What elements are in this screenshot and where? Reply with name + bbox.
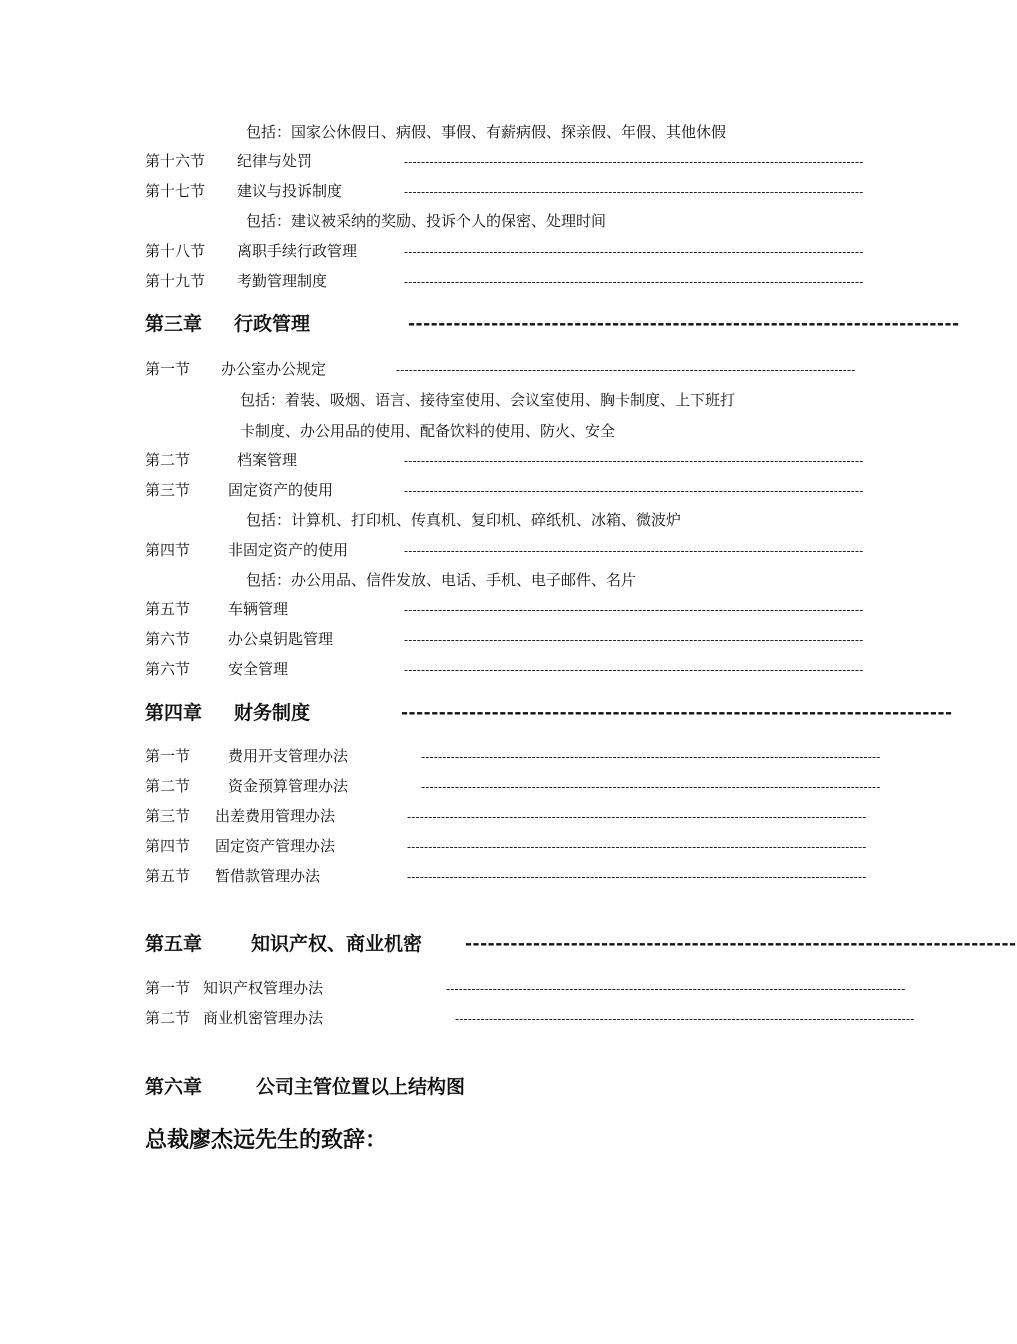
toc-leader: ------------------------------------------------------------------------------------------------------------ [446,982,906,996]
toc-entry[interactable] [0,836,950,860]
section-number: 第一节 [145,979,191,997]
section-title: 知识产权管理办法 [203,979,324,997]
section-number: 第三节 [145,807,191,825]
leave-types-note: 包括：国家公休假日、病假、事假、有薪病假、探亲假、年假、其他休假 [246,123,727,141]
toc-leader: ------------------------------------------------------------------------------------------------------------ [404,484,864,498]
section-number: 第二节 [145,1009,191,1027]
section-number: 第四节 [145,541,191,559]
office-rules-note: 包括：着装、吸烟、语言、接待室使用、会议室使用、胸卡制度、上下班打 [240,391,736,409]
toc-leader: ------------------------------------------------------------------------------------------------------------ [404,633,864,647]
section-number: 第四节 [145,837,191,855]
section-number: 第一节 [145,360,191,378]
toc-leader: ------------------------------------------------------------------------------------------------------------ [421,780,881,794]
section-title: 纪律与处罚 [237,152,313,170]
toc-leader: ------------------------------------------------------------------------------------------------------------ [421,750,881,764]
ceo-address-heading: 总裁廖杰远先生的致辞： [145,1128,388,1153]
chapter-number: 第三章 [145,313,203,335]
toc-entry[interactable] [0,629,950,653]
section-title: 资金预算管理办法 [228,777,349,795]
section-title: 非固定资产的使用 [228,541,349,559]
chapter-title: 财务制度 [234,702,311,724]
toc-leader: ------------------------------------------------------------------------------------------------------------ [404,185,864,199]
section-number: 第三节 [145,481,191,499]
toc-entry[interactable] [0,241,950,265]
section-title: 档案管理 [237,451,298,469]
toc-entry[interactable] [0,776,950,800]
section-title: 费用开支管理办法 [228,747,349,765]
non-fixed-assets-note: 包括：办公用品、信件发放、电话、手机、电子邮件、名片 [246,571,637,589]
section-title: 出差费用管理办法 [215,807,336,825]
toc-leader: ------------------------------------------------------------------------------------------------------------ [404,245,864,259]
chapter-heading[interactable] [0,1074,950,1104]
section-number: 第六节 [145,660,191,678]
section-number: 第六节 [145,630,191,648]
chapter-heading[interactable] [0,700,953,730]
section-title: 建议与投诉制度 [237,182,343,200]
toc-leader: ------------------------------------------------------------------------------------------------------------ [396,363,856,377]
chapter-number: 第六章 [145,1076,203,1098]
section-number: 第五节 [145,600,191,618]
toc-entry[interactable] [0,659,950,683]
toc-entry[interactable] [0,599,950,623]
toc-entry[interactable] [0,978,950,1002]
toc-leader: ------------------------------------------------------------------------------------------------------------ [404,544,864,558]
section-title: 固定资产的使用 [228,481,334,499]
toc-leader: ------------------------------------------------------------------------------------------------------------ [404,155,864,169]
section-title: 安全管理 [228,660,289,678]
section-number: 第十八节 [145,242,206,260]
toc-entry[interactable] [0,806,950,830]
toc-leader: ------------------------------------------------------------------------------------------------------------ [404,663,864,677]
toc-leader: ------------------------------------------------------------------------------------------------------------ [407,840,867,854]
section-number: 第一节 [145,747,191,765]
office-rules-note-cont: 卡制度、办公用品的使用、配备饮料的使用、防火、安全 [240,422,616,440]
toc-entry[interactable] [0,480,950,504]
toc-entry[interactable] [0,746,950,770]
suggestion-note: 包括：建议被采纳的奖励、投诉个人的保密、处理时间 [246,212,607,230]
toc-entry[interactable] [0,151,950,175]
section-title: 固定资产管理办法 [215,837,336,855]
chapter-title: 行政管理 [234,313,311,335]
toc-leader: ------------------------------------------------------------------------- [401,703,953,723]
toc-leader: ------------------------------------------------------------------------------------------------------------ [404,603,864,617]
section-number: 第二节 [145,777,191,795]
toc-entry[interactable] [0,540,950,564]
toc-entry[interactable] [0,866,950,890]
toc-entry[interactable] [0,181,950,205]
fixed-assets-note: 包括：计算机、打印机、传真机、复印机、碎纸机、冰箱、微波炉 [246,511,682,529]
toc-leader: ------------------------------------------------------------------------------------------------------------ [455,1012,915,1026]
chapter-heading[interactable] [0,311,960,341]
section-title: 考勤管理制度 [237,272,328,290]
section-title: 暂借款管理办法 [215,867,321,885]
chapter-title: 公司主管位置以上结构图 [256,1076,466,1098]
section-title: 车辆管理 [228,600,289,618]
section-number: 第十六节 [145,152,206,170]
section-title: 离职手续行政管理 [237,242,358,260]
toc-leader: ------------------------------------------------------------------------------------------------------------ [407,870,867,884]
section-title: 办公桌钥匙管理 [228,630,334,648]
chapter-heading[interactable] [0,931,1017,961]
section-number: 第十七节 [145,182,206,200]
chapter-title: 知识产权、商业机密 [251,933,423,955]
toc-entry[interactable] [0,450,950,474]
toc-leader: ------------------------------------------------------------------------------------------------------------ [404,454,864,468]
toc-entry[interactable] [0,1008,950,1032]
toc-leader: ------------------------------------------------------------------------------------------------------------ [404,275,864,289]
chapter-number: 第四章 [145,702,203,724]
toc-entry[interactable] [0,271,950,295]
section-number: 第二节 [145,451,191,469]
section-number: 第五节 [145,867,191,885]
toc-leader: ------------------------------------------------------------------------- [465,934,1017,954]
section-title: 商业机密管理办法 [203,1009,324,1027]
section-number: 第十九节 [145,272,206,290]
section-title: 办公室办公规定 [221,360,327,378]
toc-leader: ------------------------------------------------------------------------- [408,314,960,334]
toc-leader: ------------------------------------------------------------------------------------------------------------ [407,810,867,824]
chapter-number: 第五章 [145,933,203,955]
toc-entry[interactable] [0,359,950,383]
